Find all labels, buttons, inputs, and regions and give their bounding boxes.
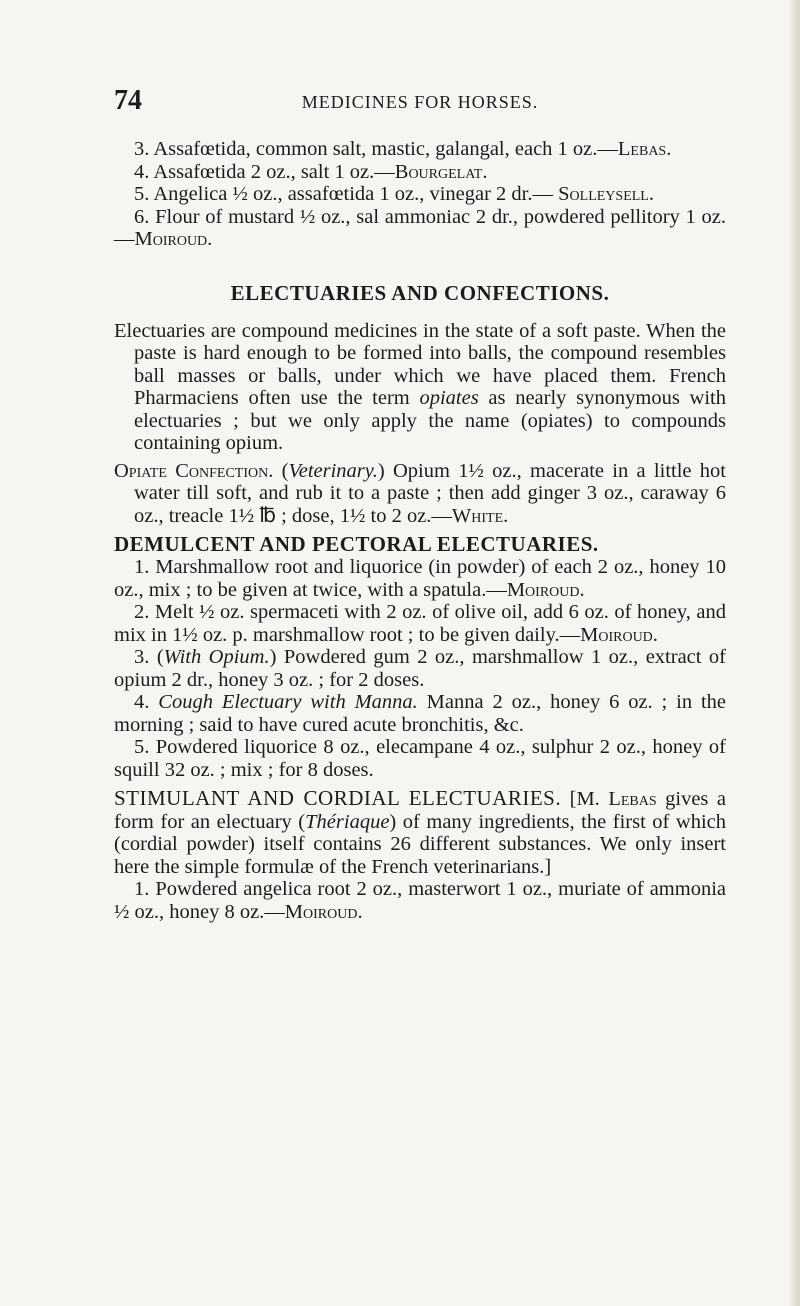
recipe-author: Solleysell.	[558, 183, 654, 205]
page-number: 74	[114, 85, 142, 116]
demulcent-item-2: 2. Melt ½ oz. spermaceti with 2 oz. of olive oil, add 6 oz. of honey, and mix in 1½ oz. p. marshmallow root ; to be given daily.—Moiroud.	[114, 601, 726, 646]
recipe-author: White.	[451, 504, 509, 527]
recipe-author: Lebas.	[617, 138, 672, 160]
stimulant-item-1: 1. Powdered angelica root 2 oz., masterwort 1 oz., muriate of ammonia ½ oz., honey 8 oz.—Moiroud.	[114, 878, 726, 923]
stimulant-section: STIMULANT AND CORDIAL ELECTUARIES. [M. Lebas gives a form for an electuary (Thériaque) of many ingredients, the first of which (cordial powder) itself contains 26 different substances. We only insert here the simple formulæ of the French veterinarians.]	[114, 786, 726, 878]
recipe-item-5: 5. Angelica ½ oz., assafœtida 1 oz., vinegar 2 dr.— Solleysell.	[134, 183, 654, 205]
note-author: Lebas	[608, 788, 657, 810]
book-page	[114, 86, 726, 923]
running-title: MEDICINES FOR HORSES.	[301, 92, 539, 112]
recipe-author: Moiroud.	[134, 228, 213, 250]
electuaries-intro: Electuaries are compound medicines in the state of a soft paste. When the paste is hard enough to be formed into balls, the compound resembles ball masses or balls, under which we have placed them. French Pharmaciens often use the term opiates as nearly synonymous with electuaries ; but we only apply the name (opiates) to compounds containing opium.	[114, 319, 726, 454]
opiate-confection: Opiate Confection. (Veterinary.) Opium 1½ oz., macerate in a little hot water till soft, and rub it to a paste ; then add ginger 3 oz., caraway 6 oz., treacle 1½ ℔ ; dose, 1½ to 2 oz.—White.	[114, 459, 726, 527]
demulcent-item-4: 4. Cough Electuary with Manna. Manna 2 oz., honey 6 oz. ; in the morning ; said to have cured acute bronchitis, &c.	[114, 691, 726, 736]
demulcent-item-5: 5. Powdered liquorice 8 oz., elecampane 4 oz., sulphur 2 oz., honey of squill 32 oz. ; mix ; for 8 doses.	[114, 736, 726, 781]
section-heading-electuaries: ELECTUARIES AND CONFECTIONS.	[230, 280, 610, 305]
recipe-author: Moiroud.	[580, 623, 658, 646]
page-edge-shadow	[788, 0, 800, 1306]
item-emphasis: With Opium.	[163, 646, 270, 668]
recipe-item-4: 4. Assafœtida 2 oz., salt 1 oz.—Bourgelat.	[134, 160, 488, 183]
recipe-author: Moiroud.	[284, 900, 363, 923]
demulcent-item-3: 3. (With Opium.) Powdered gum 2 oz., marshmallow 1 oz., extract of opium 2 dr., honey 3 oz. ; for 2 doses.	[114, 646, 726, 691]
section-heading-stimulant: STIMULANT AND CORDIAL ELECTUARIES.	[114, 786, 562, 810]
demulcent-item-1: 1. Marshmallow root and liquorice (in powder) of each 2 oz., honey 10 oz., mix ; to be given at twice, with a spatula.—Moiroud.	[114, 556, 726, 601]
item-emphasis: Cough Electuary with Manna.	[158, 691, 418, 713]
opiate-name: Opiate Confection.	[114, 459, 274, 482]
recipe-item-6: 6. Flour of mustard ½ oz., sal ammoniac 2 dr., powdered pellitory 1 oz.—Moiroud.	[114, 205, 726, 250]
recipe-author: Bourgelat.	[394, 160, 488, 183]
intro-emphasis: opiates	[419, 387, 479, 409]
note-emphasis: Thériaque	[305, 810, 390, 833]
section-heading-demulcent: DEMULCENT AND PECTORAL ELECTUARIES.	[114, 532, 599, 556]
opiate-qualifier: Veterinary.	[288, 459, 378, 482]
recipe-author: Moiroud.	[506, 578, 585, 601]
running-head	[114, 86, 726, 116]
recipe-item-3: 3. Assafœtida, common salt, mastic, galangal, each 1 oz.—Lebas.	[134, 138, 672, 160]
